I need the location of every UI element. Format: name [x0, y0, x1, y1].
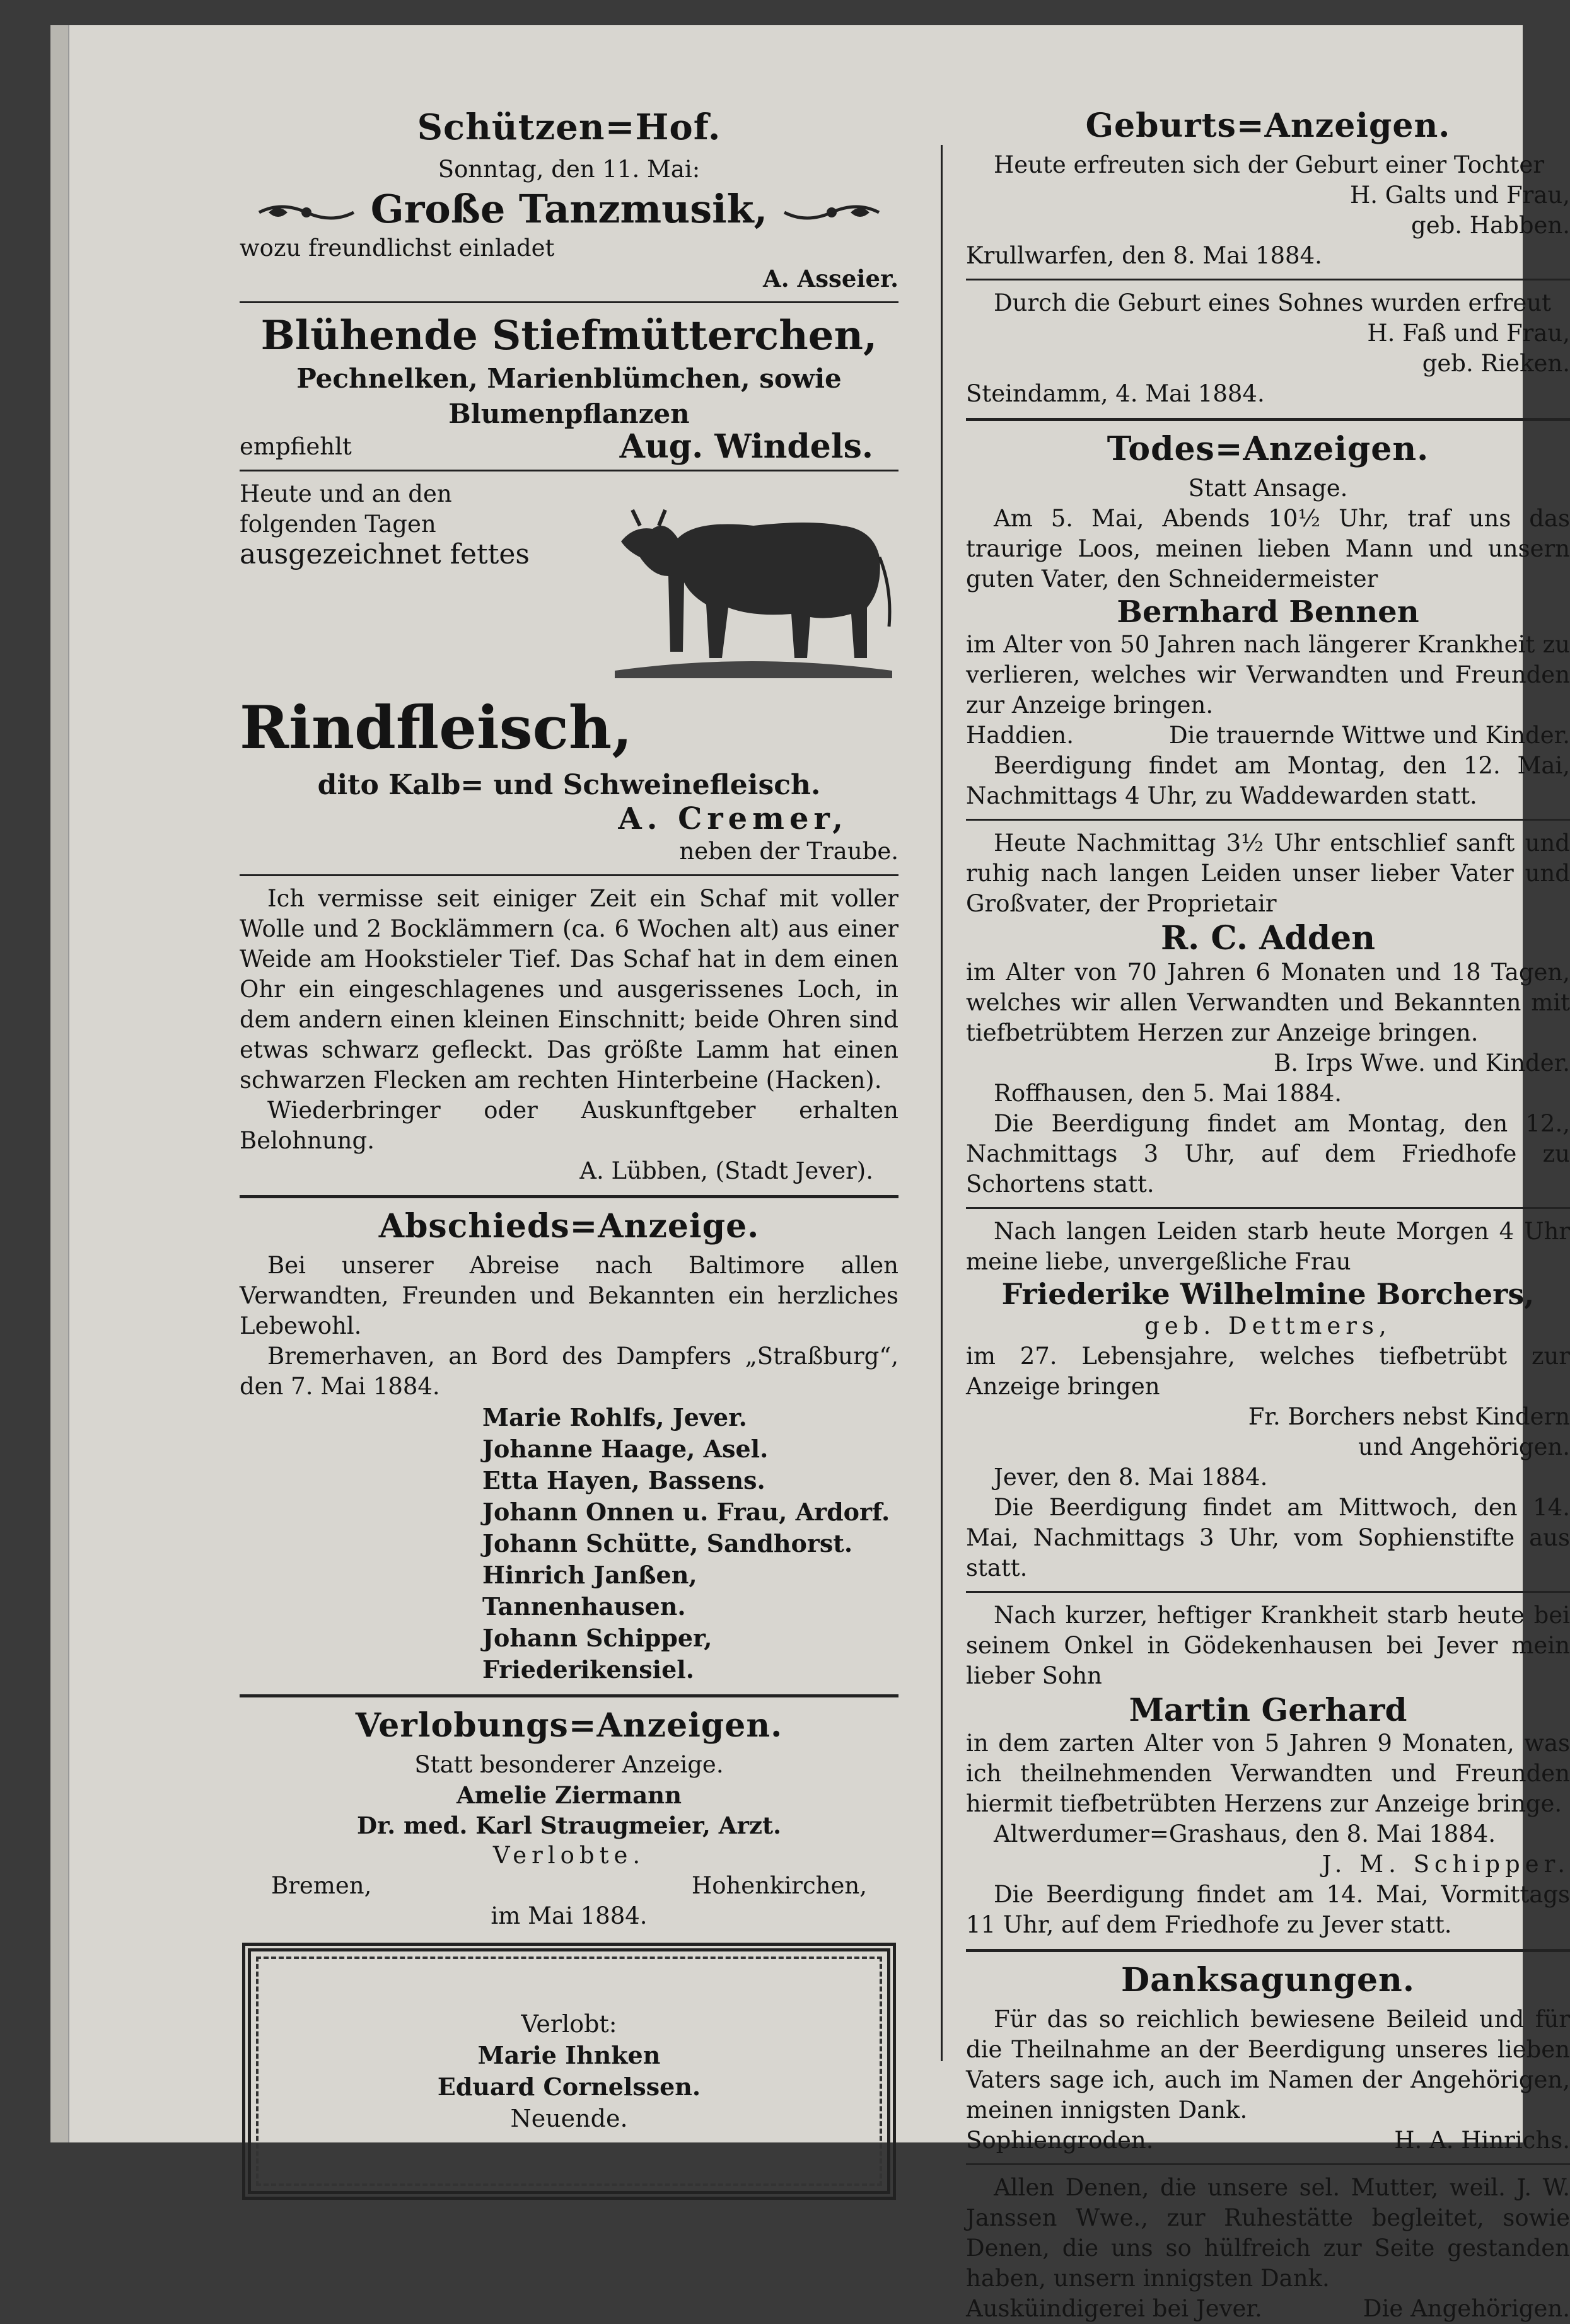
meat-intro: folgenden Tagen — [240, 511, 436, 538]
thanks-text: Allen Denen, die unsere sel. Mutter, weil. J. W. Janssen Wwe., zur Ruhestätte begleitet, sowie Denen, die uns so hülfreich zur Seite gestanden haben, unsern innigsten Dank. — [966, 2174, 1570, 2292]
divider — [966, 279, 1570, 280]
list-item: Johann Schipper, Friederikensiel. — [482, 1624, 712, 1684]
death-sign: Fr. Borchers nebst Kindern — [1248, 1403, 1570, 1430]
sheep-reward: Wiederbringer oder Auskunftgeber erhalten Belohnung. — [240, 1097, 898, 1154]
death-text: im Alter von 50 Jahren nach längerer Krankheit zu verlieren, welches wir Verwandten und Freunden zur Anzeige bringen. — [966, 631, 1570, 719]
meat-intro: ausgezeichnet fettes — [240, 538, 530, 570]
thanks-place: Sophiengroden. — [966, 2127, 1154, 2154]
ad-line: Pechnelken, Marienblümchen, sowie — [296, 363, 842, 394]
birth-parents: H. Faß und Frau, — [1367, 320, 1570, 347]
ad-farewell — [240, 1207, 898, 1685]
birth-place: Krullwarfen, den 8. Mai 1884. — [966, 242, 1322, 269]
ad-date: Sonntag, den 11. Mai: — [438, 156, 701, 183]
thanks-text: Für das so reichlich bewiesene Beileid und für die Theilnahme an der Beerdigung unseres lieben Vaters sage ich, auch im Namen der Angehörigen, meinen innigsten Dank. — [966, 2006, 1570, 2124]
ad-title: Verlobungs=Anzeigen. — [355, 1706, 783, 1745]
left-column — [240, 104, 898, 2200]
birth-nee: geb. Rieken. — [1422, 350, 1570, 377]
death-sign: Die trauernde Wittwe und Kinder. — [1168, 722, 1570, 749]
death-place: Roffhausen, den 5. Mai 1884. — [994, 1080, 1342, 1107]
divider — [240, 1694, 898, 1697]
ornament-left-icon — [256, 198, 357, 227]
frame-name: Marie Ihnken — [477, 2041, 661, 2069]
ad-signer: A. Cremer, — [618, 801, 848, 836]
death-name: R. C. Adden — [1160, 919, 1376, 957]
death-sign: B. Irps Wwe. und Kinder. — [1274, 1049, 1570, 1077]
right-column — [966, 104, 1570, 2324]
farewell-place: Bremerhaven, an Bord des Dampfers „Straßburg“, den 7. Mai 1884. — [240, 1343, 898, 1400]
list-item: Marie Rohlfs, Jever. — [482, 1403, 747, 1431]
death-funeral: Beerdigung findet am Montag, den 12. Mai, Nachmittags 4 Uhr, zu Waddewarden statt. — [966, 752, 1570, 809]
ad-title: Abschieds=Anzeige. — [378, 1207, 760, 1246]
farewell-text: Bei unserer Abreise nach Baltimore allen Verwandten, Freunden und Bekannten ein herzliches Lebewohl. — [240, 1252, 898, 1339]
birth-place: Steindamm, 4. Mai 1884. — [966, 380, 1265, 407]
birth-text: Durch die Geburt eines Sohnes wurden erfreut — [994, 289, 1552, 316]
engagement-label: Verlobte. — [492, 1842, 646, 1869]
ad-signer: Aug. Windels. — [619, 427, 873, 466]
divider — [240, 301, 898, 303]
death-sub: Statt Ansage. — [1188, 475, 1348, 502]
meat-intro: Heute und an den — [240, 480, 452, 507]
list-item: Hinrich Janßen, Tannenhausen. — [482, 1561, 697, 1621]
ornament-right-icon — [781, 198, 882, 227]
engagement-frame — [242, 1943, 896, 2200]
ad-recommends: empfiehlt — [240, 433, 352, 460]
meat-line: dito Kalb= und Schweinefleisch. — [317, 769, 821, 801]
death-sign: J. M. Schipper. — [1322, 1851, 1570, 1878]
divider — [966, 1949, 1570, 1952]
engagement-place: Bremen, — [271, 1872, 372, 1899]
cow-illustration-icon — [602, 482, 898, 683]
divider — [240, 874, 898, 876]
ad-title: Blühende Stiefmütterchen, — [260, 312, 878, 359]
death-sign: und Angehörigen. — [1358, 1433, 1570, 1460]
section-title: Geburts=Anzeigen. — [1085, 107, 1451, 145]
death-text: in dem zarten Alter von 5 Jahren 9 Monaten, was ich theilnehmenden Verwandten und Freunden hiermit tiefbetrübten Herzens zur Anzeige bringe. — [966, 1730, 1570, 1817]
death-text: Heute Nachmittag 3½ Uhr entschlief sanft und ruhig nach langen Leiden unser lieber Vater und Großvater, der Proprietair — [966, 830, 1570, 917]
ad-meat — [240, 479, 898, 867]
list-item: Etta Hayen, Bassens. — [482, 1466, 765, 1494]
divider — [966, 418, 1570, 421]
ad-headline: Große Tanzmusik, — [370, 186, 768, 232]
divider — [240, 1195, 898, 1198]
farewell-names — [482, 1402, 898, 1685]
thanks-place: Ausküindigerei bei Jever. — [966, 2295, 1262, 2322]
meat-headline: Rindfleisch, — [240, 693, 632, 763]
page-edge — [50, 25, 69, 2142]
death-nee: geb. Dettmers, — [1144, 1312, 1392, 1339]
frame-place: Neuende. — [510, 2105, 628, 2132]
death-name: Bernhard Bennen — [1117, 594, 1419, 630]
death-funeral: Die Beerdigung findet am Montag, den 12., Nachmittags 3 Uhr, auf dem Friedhofe zu Schortens statt. — [966, 1110, 1570, 1198]
engagement-sub: Statt besonderer Anzeige. — [414, 1751, 724, 1778]
divider — [966, 819, 1570, 821]
newspaper-page — [50, 25, 1570, 2322]
death-name: Friederike Wilhelmine Borchers, — [1001, 1277, 1535, 1311]
death-name: Martin Gerhard — [1129, 1691, 1407, 1728]
list-item: Johann Schütte, Sandhorst. — [482, 1529, 853, 1558]
engagement-date: im Mai 1884. — [491, 1902, 648, 1929]
thanks-sign: H. A. Hinrichs. — [1394, 2127, 1570, 2154]
ad-invite: wozu freundlichst einladet — [240, 234, 555, 262]
column-divider — [941, 145, 943, 2061]
meat-location: neben der Traube. — [679, 838, 898, 865]
frame-name: Eduard Cornelssen. — [437, 2073, 701, 2101]
divider — [966, 1591, 1570, 1593]
ad-signer: A. Lübben, (Stadt Jever). — [579, 1157, 873, 1184]
death-text: Nach langen Leiden starb heute Morgen 4 Uhr meine liebe, unvergeßliche Frau — [966, 1218, 1570, 1275]
ad-signer: A. Asseier. — [763, 265, 898, 292]
list-item: Johanne Haage, Asel. — [482, 1435, 769, 1463]
death-place: Jever, den 8. Mai 1884. — [994, 1464, 1268, 1491]
section-title: Danksagungen. — [1121, 1961, 1415, 1999]
ad-engagement — [240, 1706, 898, 1931]
death-place: Altwerdumer=Grashaus, den 8. Mai 1884. — [994, 1820, 1496, 1847]
birth-nee: geb. Habben. — [1411, 212, 1570, 239]
death-text: im 27. Lebensjahre, welches tiefbetrübt zur Anzeige bringen — [966, 1343, 1570, 1400]
ad-title: Schützen=Hof. — [417, 107, 721, 148]
death-place: Haddien. — [966, 722, 1074, 749]
thanks-sign: Die Angehörigen. — [1363, 2295, 1570, 2322]
list-item: Johann Onnen u. Frau, Ardorf. — [482, 1498, 890, 1526]
death-funeral: Die Beerdigung findet am Mittwoch, den 14. Mai, Nachmittags 3 Uhr, vom Sophienstifte aus statt. — [966, 1494, 1570, 1581]
ad-schuetzenhof — [240, 107, 898, 294]
divider — [966, 1207, 1570, 1209]
section-title: Todes=Anzeigen. — [1107, 430, 1429, 468]
divider — [240, 470, 898, 471]
ad-sheep — [240, 884, 898, 1186]
frame-label: Verlobt: — [521, 2010, 617, 2038]
engagement-name: Amelie Ziermann — [456, 1781, 682, 1809]
birth-parents: H. Galts und Frau, — [1350, 182, 1570, 209]
ad-flowers — [240, 311, 898, 466]
death-text: Am 5. Mai, Abends 10½ Uhr, traf uns das traurige Loos, meinen lieben Mann und unsern guten Vater, den Schneidermeister — [966, 505, 1570, 593]
engagement-name: Dr. med. Karl Straugmeier, Arzt. — [357, 1812, 781, 1839]
sheep-text: Ich vermisse seit einiger Zeit ein Schaf mit voller Wolle und 2 Bocklämmern (ca. 6 Wochen alt) aus einer Weide am Hookstieler Tief. Das Schaf hat in dem einen Ohr ein eingeschlagenes und ausgerissenes Loch, in dem andern einen kleinen Einschnitt; beide Ohren sind etwas schwarz gefleckt. Das größte Lamm hat einen schwarzen Flecken am rechten Hinterbeine (Hacken). — [240, 885, 898, 1094]
birth-text: Heute erfreuten sich der Geburt einer Tochter — [994, 151, 1545, 178]
divider — [966, 2163, 1570, 2165]
ad-line: Blumenpflanzen — [448, 398, 690, 429]
engagement-place: Hohenkirchen, — [691, 1872, 867, 1899]
death-text: im Alter von 70 Jahren 6 Monaten und 18 Tagen, welches wir allen Verwandten und Bekannten mit tiefbetrübtem Herzen zur Anzeige bringen. — [966, 959, 1570, 1046]
death-text: Nach kurzer, heftiger Krankheit starb heute bei seinem Onkel in Gödekenhausen bei Jever mein lieber Sohn — [966, 1602, 1570, 1689]
death-funeral: Die Beerdigung findet am 14. Mai, Vormittags 11 Uhr, auf dem Friedhofe zu Jever statt. — [966, 1881, 1570, 1938]
